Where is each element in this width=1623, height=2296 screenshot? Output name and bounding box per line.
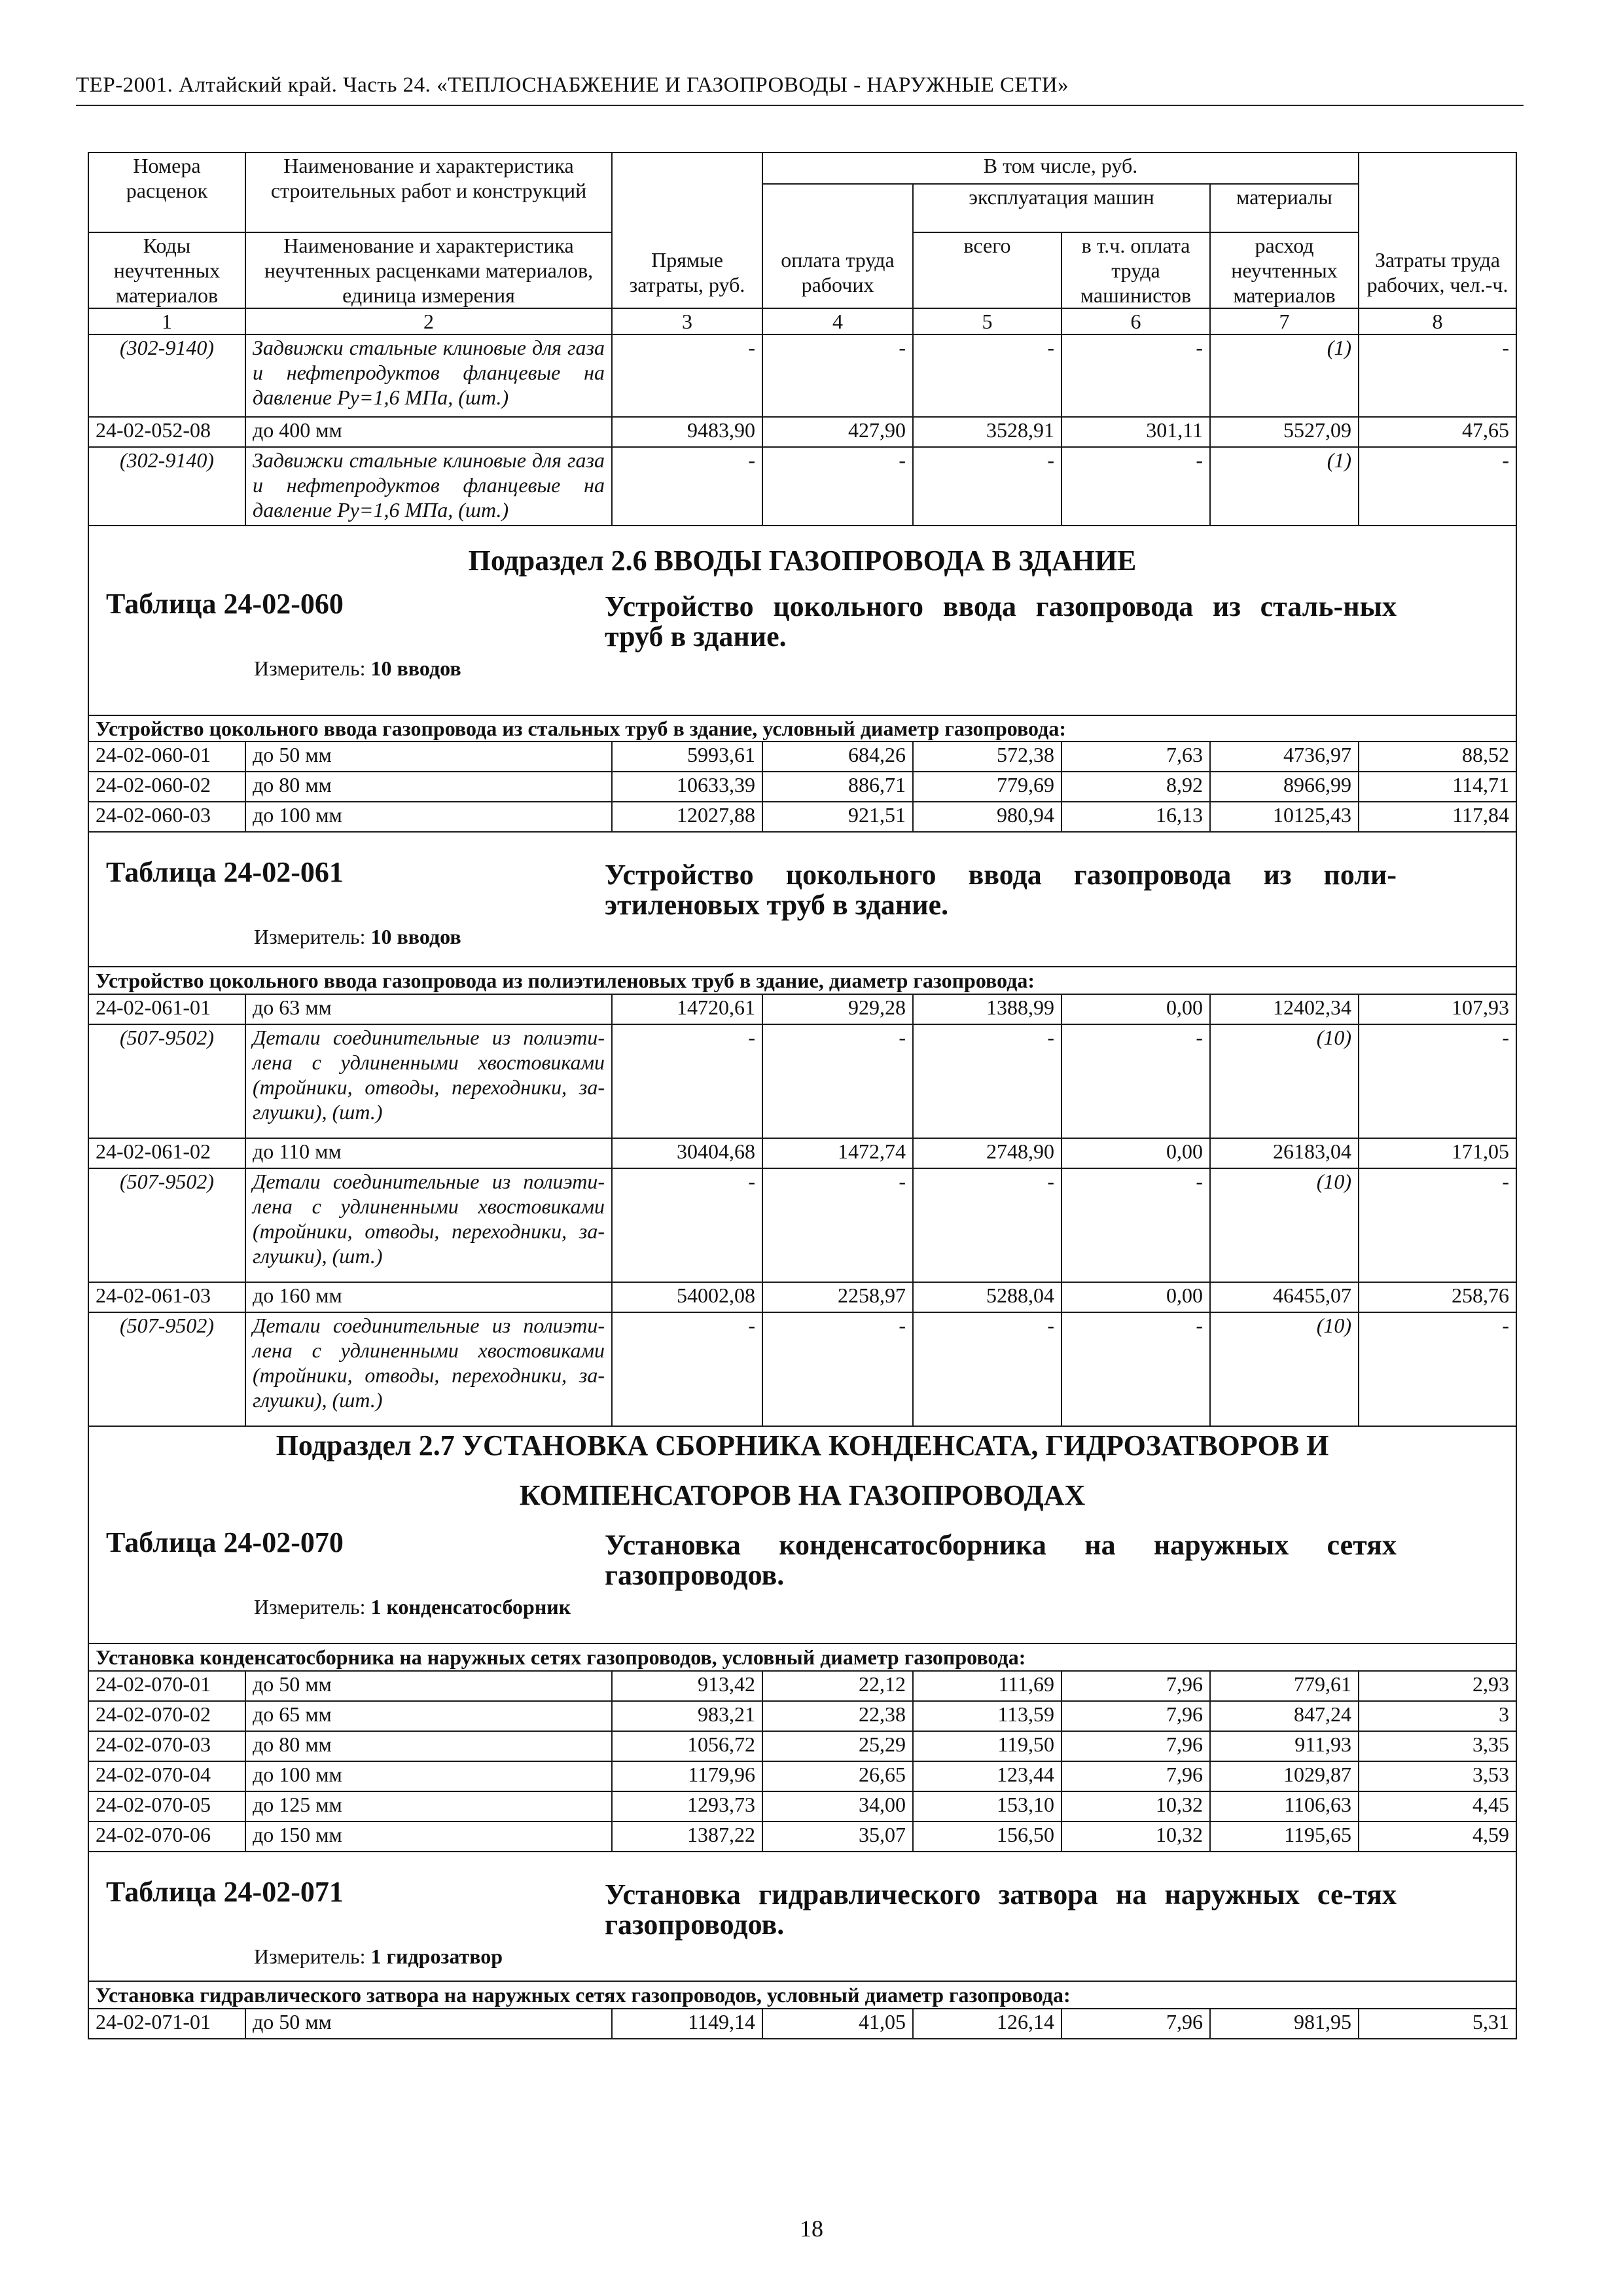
machines-total: 779,69: [913, 772, 1061, 802]
direct-cost: 5993,61: [612, 742, 762, 772]
measure-label: Измеритель:: [254, 1945, 366, 1968]
rates-table: [88, 152, 1517, 2039]
labor-hours: 88,52: [1359, 742, 1516, 772]
value-dash: -: [1061, 334, 1210, 417]
machinists-pay: 7,96: [1061, 1701, 1210, 1731]
machinists-pay: 7,96: [1061, 1761, 1210, 1791]
materials-cost: 26183,04: [1210, 1138, 1359, 1168]
rate-code: 24-02-061-03: [88, 1282, 245, 1312]
materials-cost: 1029,87: [1210, 1761, 1359, 1791]
page-number: 18: [800, 2215, 823, 2242]
materials-cost: 911,93: [1210, 1731, 1359, 1761]
machinists-pay: 0,00: [1061, 1282, 1210, 1312]
page-header: ТЕР-2001. Алтайский край. Часть 24. «ТЕПЛОСНАБЖЕНИЕ И ГАЗОПРОВОДЫ - НАРУЖНЫЕ СЕТИ»: [76, 73, 1069, 97]
machinists-pay: 8,92: [1061, 772, 1210, 802]
material-row: [88, 447, 1516, 526]
rate-row: [88, 1282, 1516, 1312]
measure-label: Измеритель:: [254, 925, 366, 948]
col-number: 4: [762, 308, 913, 334]
table-description: Установка гидравлического затвора на наружных се-тях газопроводов.: [605, 1878, 1397, 1941]
material-row: [88, 1024, 1516, 1138]
machinists-pay: 7,96: [1061, 2009, 1210, 2039]
labor-hours: 258,76: [1359, 1282, 1516, 1312]
direct-cost: 983,21: [612, 1701, 762, 1731]
value-dash: -: [762, 1168, 913, 1282]
machines-total: 153,10: [913, 1791, 1061, 1821]
measure-value: 1 конденсатосборник: [370, 1595, 571, 1619]
rate-row: [88, 1761, 1516, 1791]
subheader-text: Устройство цокольного ввода газопровода из полиэтиленовых труб в здание, диаметр газопровода:: [88, 967, 1516, 994]
value-dash: -: [612, 334, 762, 417]
materials-cost: 779,61: [1210, 1671, 1359, 1701]
material-qty: (10): [1210, 1312, 1359, 1426]
measure-label: Измеритель:: [254, 656, 366, 680]
rate-name: до 100 мм: [245, 1761, 612, 1791]
labor-pay: 22,12: [762, 1671, 913, 1701]
direct-cost: 1149,14: [612, 2009, 762, 2039]
value-dash: -: [1359, 1024, 1516, 1138]
material-name: Детали соединительные из полиэти-лена с удлиненными хвостовиками (тройники, отводы, переходники, за-глушки), (шт.): [245, 1024, 612, 1138]
machines-total: 119,50: [913, 1731, 1061, 1761]
col1-bottom-header: Коды неучтенных материалов: [88, 232, 245, 308]
value-dash: -: [1359, 447, 1516, 526]
table-subheader: [88, 715, 1516, 742]
rate-name: до 150 мм: [245, 1821, 612, 1852]
labor-hours: 2,93: [1359, 1671, 1516, 1701]
table-number: Таблица 24-02-071: [106, 1876, 344, 1908]
rate-row: [88, 1791, 1516, 1821]
labor-hours: 47,65: [1359, 417, 1516, 447]
materials-cost: 10125,43: [1210, 802, 1359, 832]
labor-pay: 929,28: [762, 994, 913, 1024]
value-dash: -: [762, 334, 913, 417]
measure-unit: [89, 655, 1516, 682]
rate-name: до 65 мм: [245, 1701, 612, 1731]
value-dash: -: [762, 1024, 913, 1138]
materials-cost: 8966,99: [1210, 772, 1359, 802]
measure-unit: [89, 1593, 1516, 1621]
col-number: 7: [1210, 308, 1359, 334]
rate-name: до 400 мм: [245, 417, 612, 447]
rate-name: до 50 мм: [245, 742, 612, 772]
rate-code: 24-02-070-04: [88, 1761, 245, 1791]
value-dash: -: [762, 447, 913, 526]
section-title: Подраздел 2.6 ВВОДЫ ГАЗОПРОВОДА В ЗДАНИЕ: [468, 545, 1137, 577]
labor-pay: 684,26: [762, 742, 913, 772]
rate-row: [88, 1821, 1516, 1852]
direct-cost: 30404,68: [612, 1138, 762, 1168]
col8-header: Затраты труда рабочих, чел.-ч.: [1359, 152, 1516, 308]
rate-name: до 50 мм: [245, 2009, 612, 2039]
rate-name: до 80 мм: [245, 1731, 612, 1761]
machines-total: 111,69: [913, 1671, 1061, 1701]
table-number: Таблица 24-02-060: [106, 588, 344, 620]
rate-code: 24-02-071-01: [88, 2009, 245, 2039]
table-block-061: [88, 832, 1516, 967]
value-dash: -: [913, 447, 1061, 526]
materials-cost: 12402,34: [1210, 994, 1359, 1024]
value-dash: -: [1061, 447, 1210, 526]
material-row: [88, 334, 1516, 417]
material-name: Задвижки стальные клиновые для газа и нефтепродуктов фланцевые на давление Ру=1,6 МПа, (шт.): [245, 447, 612, 526]
machinists-pay: 7,96: [1061, 1671, 1210, 1701]
col4-header: оплата труда рабочих: [762, 184, 913, 308]
material-qty: (10): [1210, 1024, 1359, 1138]
labor-pay: 25,29: [762, 1731, 913, 1761]
rate-code: 24-02-070-02: [88, 1701, 245, 1731]
labor-pay: 35,07: [762, 1821, 913, 1852]
section-block-070: [88, 1426, 1516, 1643]
direct-cost: 54002,08: [612, 1282, 762, 1312]
material-code: (507-9502): [88, 1168, 245, 1282]
labor-hours: 171,05: [1359, 1138, 1516, 1168]
col2-top-header: Наименование и характеристика строительных работ и конструкций: [245, 152, 612, 232]
direct-cost: 1056,72: [612, 1731, 762, 1761]
col1-top-header: Номера расценок: [88, 152, 245, 232]
value-dash: -: [1359, 334, 1516, 417]
measure-value: 10 вводов: [370, 656, 461, 680]
machines-total: 572,38: [913, 742, 1061, 772]
labor-hours: 3: [1359, 1701, 1516, 1731]
rate-row: [88, 994, 1516, 1024]
direct-cost: 10633,39: [612, 772, 762, 802]
labor-hours: 4,59: [1359, 1821, 1516, 1852]
column-numbers-row: [88, 308, 1516, 334]
material-row: [88, 1168, 1516, 1282]
rate-row: [88, 417, 1516, 447]
subheader-text: Установка конденсатосборника на наружных сетях газопроводов, условный диаметр газопровода:: [88, 1643, 1516, 1671]
value-dash: -: [1359, 1168, 1516, 1282]
machines-group-header: эксплуатация машин: [913, 184, 1210, 232]
rate-row: [88, 742, 1516, 772]
col-number: 2: [245, 308, 612, 334]
value-dash: -: [913, 1024, 1061, 1138]
labor-pay: 1472,74: [762, 1138, 913, 1168]
rate-code: 24-02-070-06: [88, 1821, 245, 1852]
table-subheader: [88, 1981, 1516, 2009]
rate-row: [88, 802, 1516, 832]
value-dash: -: [913, 1168, 1061, 1282]
col6-header: в т.ч. оплата труда машинистов: [1061, 232, 1210, 308]
machinists-pay: 10,32: [1061, 1791, 1210, 1821]
machines-total: 5288,04: [913, 1282, 1061, 1312]
rate-name: до 80 мм: [245, 772, 612, 802]
materials-cost: 1106,63: [1210, 1791, 1359, 1821]
labor-hours: 107,93: [1359, 994, 1516, 1024]
value-dash: -: [612, 1312, 762, 1426]
value-dash: -: [1061, 1024, 1210, 1138]
materials-cost: 1195,65: [1210, 1821, 1359, 1852]
rate-code: 24-02-052-08: [88, 417, 245, 447]
materials-group-header: материалы: [1210, 184, 1359, 232]
materials-cost: 4736,97: [1210, 742, 1359, 772]
material-name: Детали соединительные из полиэти-лена с удлиненными хвостовиками (тройники, отводы, переходники, за-глушки), (шт.): [245, 1312, 612, 1426]
labor-hours: 3,35: [1359, 1731, 1516, 1761]
machines-total: 123,44: [913, 1761, 1061, 1791]
labor-hours: 117,84: [1359, 802, 1516, 832]
table-description: Устройство цокольного ввода газопровода из поли-этиленовых труб в здание.: [605, 859, 1397, 921]
value-dash: -: [1359, 1312, 1516, 1426]
labor-hours: 4,45: [1359, 1791, 1516, 1821]
labor-pay: 886,71: [762, 772, 913, 802]
section-title-line2: КОМПЕНСАТОРОВ НА ГАЗОПРОВОДАХ: [519, 1479, 1086, 1511]
labor-pay: 26,65: [762, 1761, 913, 1791]
rate-code: 24-02-070-01: [88, 1671, 245, 1701]
col3-header: Прямые затраты, руб.: [612, 152, 762, 308]
table-number: Таблица 24-02-070: [106, 1526, 344, 1558]
material-row: [88, 1312, 1516, 1426]
table-subheader: [88, 967, 1516, 994]
table-subheader: [88, 1643, 1516, 1671]
material-code: (507-9502): [88, 1312, 245, 1426]
material-name: Задвижки стальные клиновые для газа и нефтепродуктов фланцевые на давление Ру=1,6 МПа, (шт.): [245, 334, 612, 417]
rate-name: до 110 мм: [245, 1138, 612, 1168]
material-code: (302-9140): [88, 447, 245, 526]
measure-value: 10 вводов: [370, 925, 461, 948]
value-dash: -: [913, 334, 1061, 417]
col7-header: расход неучтенных материалов: [1210, 232, 1359, 308]
header-divider: [76, 105, 1524, 106]
machinists-pay: 0,00: [1061, 994, 1210, 1024]
value-dash: -: [612, 1168, 762, 1282]
direct-cost: 9483,90: [612, 417, 762, 447]
machines-total: 980,94: [913, 802, 1061, 832]
col-number: 8: [1359, 308, 1516, 334]
value-dash: -: [1061, 1312, 1210, 1426]
table-description: Установка конденсатосборника на наружных сетях газопроводов.: [605, 1529, 1397, 1591]
machines-total: 3528,91: [913, 417, 1061, 447]
material-code: (507-9502): [88, 1024, 245, 1138]
material-qty: (1): [1210, 447, 1359, 526]
labor-hours: 114,71: [1359, 772, 1516, 802]
direct-cost: 14720,61: [612, 994, 762, 1024]
value-dash: -: [913, 1312, 1061, 1426]
rate-code: 24-02-070-05: [88, 1791, 245, 1821]
measure-value: 1 гидрозатвор: [370, 1945, 503, 1968]
labor-pay: 427,90: [762, 417, 913, 447]
labor-pay: 921,51: [762, 802, 913, 832]
rate-row: [88, 1701, 1516, 1731]
machines-total: 126,14: [913, 2009, 1061, 2039]
col2-bottom-header: Наименование и характеристика неучтенных расценками материалов, единица измерения: [245, 232, 612, 308]
material-code: (302-9140): [88, 334, 245, 417]
direct-cost: 1293,73: [612, 1791, 762, 1821]
rate-code: 24-02-060-01: [88, 742, 245, 772]
machines-total: 113,59: [913, 1701, 1061, 1731]
labor-pay: 2258,97: [762, 1282, 913, 1312]
incl-group-header: В том числе, руб.: [762, 152, 1359, 184]
machinists-pay: 7,63: [1061, 742, 1210, 772]
rate-row: [88, 772, 1516, 802]
col5-header: всего: [913, 232, 1061, 308]
materials-cost: 847,24: [1210, 1701, 1359, 1731]
rate-code: 24-02-060-02: [88, 772, 245, 802]
rate-name: до 125 мм: [245, 1791, 612, 1821]
rate-name: до 63 мм: [245, 994, 612, 1024]
machinists-pay: 301,11: [1061, 417, 1210, 447]
section-title-line1: Подраздел 2.7 УСТАНОВКА СБОРНИКА КОНДЕНСАТА, ГИДРОЗАТВОРОВ И: [276, 1429, 1329, 1462]
col-number: 6: [1061, 308, 1210, 334]
direct-cost: 913,42: [612, 1671, 762, 1701]
table-block-071: [88, 1852, 1516, 1981]
measure-label: Измеритель:: [254, 1595, 366, 1619]
rate-row: [88, 1138, 1516, 1168]
rate-code: 24-02-061-01: [88, 994, 245, 1024]
materials-cost: 46455,07: [1210, 1282, 1359, 1312]
measure-unit: [89, 923, 1516, 950]
machinists-pay: 16,13: [1061, 802, 1210, 832]
labor-hours: 3,53: [1359, 1761, 1516, 1791]
direct-cost: 1387,22: [612, 1821, 762, 1852]
machines-total: 2748,90: [913, 1138, 1061, 1168]
direct-cost: 12027,88: [612, 802, 762, 832]
subheader-text: Установка гидравлического затвора на наружных сетях газопроводов, условный диаметр газопровода:: [88, 1981, 1516, 2009]
labor-hours: 5,31: [1359, 2009, 1516, 2039]
measure-unit: [89, 1943, 1516, 1970]
direct-cost: 1179,96: [612, 1761, 762, 1791]
machinists-pay: 0,00: [1061, 1138, 1210, 1168]
rate-row: [88, 2009, 1516, 2039]
rate-code: 24-02-060-03: [88, 802, 245, 832]
col-number: 3: [612, 308, 762, 334]
materials-cost: 981,95: [1210, 2009, 1359, 2039]
table-description: Устройство цокольного ввода газопровода из сталь-ных труб в здание.: [605, 590, 1397, 653]
subheader-text: Устройство цокольного ввода газопровода из стальных труб в здание, условный диаметр газопровода:: [88, 715, 1516, 742]
rate-row: [88, 1731, 1516, 1761]
machinists-pay: 7,96: [1061, 1731, 1210, 1761]
table-number: Таблица 24-02-061: [106, 856, 344, 888]
rate-name: до 160 мм: [245, 1282, 612, 1312]
labor-pay: 34,00: [762, 1791, 913, 1821]
rate-code: 24-02-070-03: [88, 1731, 245, 1761]
rate-name: до 50 мм: [245, 1671, 612, 1701]
value-dash: -: [1061, 1168, 1210, 1282]
material-name: Детали соединительные из полиэти-лена с удлиненными хвостовиками (тройники, отводы, переходники, за-глушки), (шт.): [245, 1168, 612, 1282]
labor-pay: 41,05: [762, 2009, 913, 2039]
rate-code: 24-02-061-02: [88, 1138, 245, 1168]
rate-name: до 100 мм: [245, 802, 612, 832]
material-qty: (1): [1210, 334, 1359, 417]
value-dash: -: [612, 1024, 762, 1138]
value-dash: -: [762, 1312, 913, 1426]
materials-cost: 5527,09: [1210, 417, 1359, 447]
section-block-060: [88, 526, 1516, 715]
col-number: 1: [88, 308, 245, 334]
rate-row: [88, 1671, 1516, 1701]
machines-total: 1388,99: [913, 994, 1061, 1024]
value-dash: -: [612, 447, 762, 526]
machinists-pay: 10,32: [1061, 1821, 1210, 1852]
labor-pay: 22,38: [762, 1701, 913, 1731]
material-qty: (10): [1210, 1168, 1359, 1282]
col-number: 5: [913, 308, 1061, 334]
machines-total: 156,50: [913, 1821, 1061, 1852]
